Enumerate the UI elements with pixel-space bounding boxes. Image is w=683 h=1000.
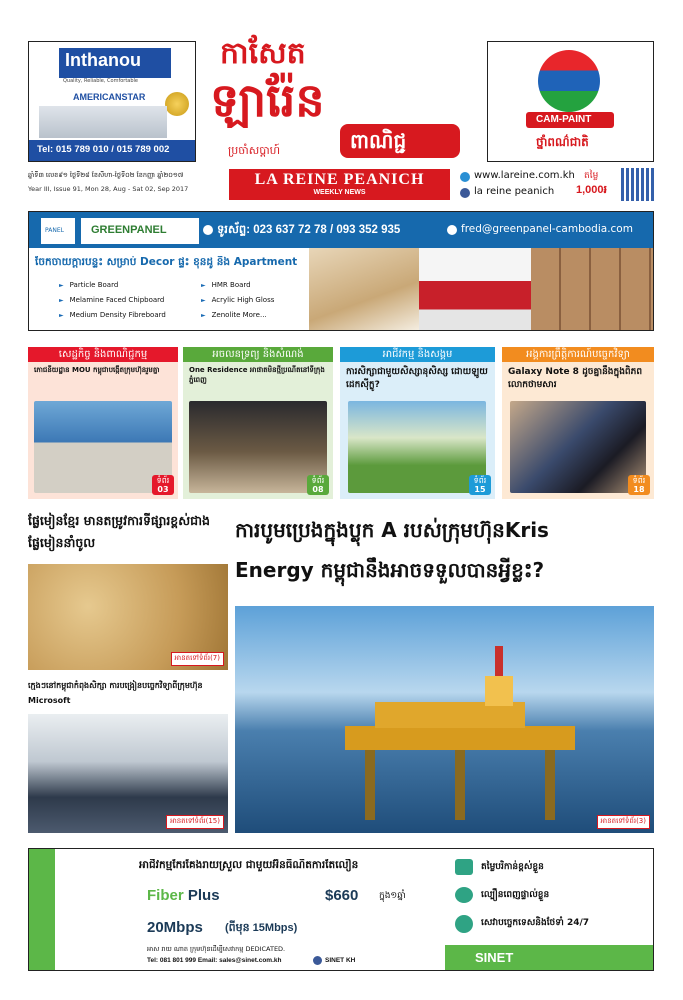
smartphone-image [510, 401, 646, 493]
page-ref-number: 18 [633, 485, 645, 494]
page-ref-number: 15 [474, 485, 486, 494]
greenpanel-item: ► HMR Board [201, 278, 274, 293]
english-title: LA REINE PEANICH [254, 171, 425, 188]
greenpanel-item: ► Acrylic High Gloss [201, 293, 274, 308]
story-left-1-more[interactable]: អានតទៅទំព័រ(7) [171, 652, 224, 666]
greenpanel-list-right [201, 278, 274, 323]
story-left-1-headline: ផ្លែមៀនខ្មែរ មានតម្រូវការទីផ្សារខ្ពស់ជាងផ្លែមៀននាំចូល [28, 513, 210, 550]
masthead [210, 34, 475, 166]
section-tag: អចលនទ្រព្យ និងសំណង់ [183, 347, 333, 362]
router-icon [455, 859, 473, 875]
english-title-bar [229, 169, 450, 200]
greenpanel-phone: ទូរស័ព្ទ: 023 637 72 78 / 093 352 935 [217, 224, 401, 236]
story-left-2-headline: ក្មេងៗនៅកម្ពុជាកំពុងសិក្សា ការបង្រៀនបច្ចេកវិទ្យាពីក្រុមហ៊ុន Microsoft [28, 681, 203, 705]
section-text: Galaxy Note 8 ដូចគ្នានឹងក្នុងពិភពលោកថាមសារ [508, 367, 643, 390]
section-text: One Residence អាផាតមិនថ្មីប្រណីតនៅទីក្រុងភ្នំពេញ [189, 366, 325, 384]
masthead-line2: ឡារ៉ែន [210, 73, 325, 127]
campaint-brand: CAM-PAINT [536, 114, 592, 125]
wardrobe-image [531, 248, 653, 330]
sinet-fb: SINET KH [325, 957, 356, 964]
page-ref [307, 475, 329, 495]
oil-platform-drawing [235, 606, 654, 833]
campaint-logo-icon [538, 50, 600, 112]
main-story[interactable] [235, 510, 654, 833]
weekly-news: WEEKLY NEWS [313, 189, 366, 196]
greenpanel-email: fred@greenpanel-cambodia.com [461, 223, 633, 235]
story-left-2-more[interactable]: អានតទៅទំព័រ(15) [166, 815, 224, 829]
sinet-ad[interactable] [28, 848, 654, 971]
page-ref [469, 475, 491, 495]
page-ref [152, 475, 174, 495]
greenpanel-logo-small: PANEL [45, 227, 64, 234]
story-left-1[interactable] [28, 510, 228, 670]
sinet-feature: សេវាបច្ចេកទេសនិងថែទាំ 24/7 [481, 918, 590, 928]
factory-image [39, 106, 167, 138]
section-tag: អង្គការព្រឹត្តិការណ៍បច្ចេកវិទ្យា [502, 347, 654, 362]
inthanou-phone: Tel: 015 789 010 / 015 789 002 [37, 144, 170, 155]
qr-code-icon[interactable] [621, 168, 654, 201]
inthanou-ad[interactable] [28, 41, 196, 162]
page-ref-label: ទំព័រ [473, 476, 487, 485]
masthead-badge [340, 124, 460, 158]
campaint-khmer: ថ្នាំពណ៌ជាតិ [536, 135, 589, 149]
section-text: ការសិក្សាជាមួយសិស្សានុសិស្ស ដោយឡូយដេកស៊ីក្លូ? [346, 367, 488, 390]
section-teaser[interactable] [28, 347, 178, 499]
issue-english: Year III, Issue 91, Mon 28, Aug - Sat 02, Sep 2017 [28, 185, 189, 193]
website-link[interactable]: www.lareine.com.kh [474, 170, 575, 181]
sinet-logo [445, 945, 653, 970]
masthead-line1: កាសែត [220, 36, 306, 71]
sinet-feature: ល្បឿនពេញផ្ទាល់ខ្លួន [481, 890, 550, 900]
students-image [348, 401, 486, 493]
campaint-ad[interactable] [487, 41, 654, 162]
globe-icon [460, 172, 470, 182]
inthanou-tagline: Quality, Reliable, Comfortable [63, 78, 138, 84]
section-tag: សេដ្ឋកិច្ច និងពាណិជ្ជកម្ម [28, 347, 178, 362]
section-teaser[interactable] [502, 347, 654, 499]
greenpanel-item: ► Medium Density Fibreboard [59, 308, 166, 323]
main-story-more[interactable]: អានតទៅទំព័រ(3) [597, 815, 650, 829]
page-ref-number: 03 [157, 485, 169, 494]
sinet-product-name: Fiber [147, 887, 184, 904]
page-ref-label: ទំព័រ [632, 476, 646, 485]
badge-icon [165, 92, 189, 116]
sinet-contact: Tel: 081 801 999 Email: sales@sinet.com.kh [147, 957, 282, 964]
sinet-headline: អាជីវកម្មកែរគែងរាយស្រួល ជាមួយអ៊ីនធឺណិតការតែលឿន [139, 859, 359, 871]
sinet-feature: តម្លៃបរិកាន់ខ្ពស់ខ្លួន [481, 862, 544, 872]
price-label: តម្លៃ [584, 171, 599, 181]
page-ref-label: ទំព័រ [311, 476, 325, 485]
sinet-price-unit: ក្នុង១ឆ្នាំ [379, 891, 406, 901]
sinet-speed: 20Mbps [147, 919, 203, 936]
greenpanel-item: ► Zenolite More... [201, 308, 274, 323]
price-value: 1,000៛ [576, 184, 608, 196]
greenpanel-item: ► Particle Board [59, 278, 166, 293]
speed-icon [455, 887, 473, 903]
section-tag: អាជីវកម្ម និងសង្គម [340, 347, 495, 362]
sinet-product [147, 887, 220, 904]
sinet-logo-text: SINET [475, 950, 514, 965]
issue-khmer: ឆ្នាំទី៣ លេខ៩១ ថ្ងៃទី២៨ ខែសីហា-ថ្ងៃទី០២ ខែកញ្ញា ឆ្នាំ២០១៧ [28, 171, 184, 179]
masthead-badge-text: ពាណិជ្ជ [350, 129, 407, 153]
sinet-price: $660 [325, 887, 359, 904]
page-ref [628, 475, 650, 495]
greenpanel-headline: ចែកចាយក្តារបន្ទះ សម្រាប់ Decor ផ្ទះ ខុនដូ និង Apartment [35, 256, 298, 268]
oil-platform-image [235, 606, 654, 833]
story-left-2[interactable] [28, 678, 228, 833]
greenpanel-brand: GREENPANEL [91, 224, 167, 236]
greenpanel-ad[interactable] [28, 211, 654, 331]
facebook-link[interactable]: la reine peanich [474, 186, 555, 197]
masthead-sub: ប្រចាំសប្តាហ៍ [228, 144, 281, 157]
sinet-speed-note: (ពីមុន 15Mbps) [225, 922, 298, 934]
sinet-product-plus: Plus [187, 887, 220, 904]
sinet-legal: អាស រាយ ណាត ក្រុមហ៊ុនដើម្បីសេវាកម្ម DEDICATED. [147, 945, 286, 953]
inthanou-brand: Inthanou [65, 50, 141, 70]
section-teaser[interactable] [340, 347, 495, 499]
greenpanel-logo-box [41, 218, 75, 244]
main-headline-line2: Energy កម្ពុជានឹងអាចទទួលបានអ្វីខ្លះ? [235, 558, 545, 582]
main-headline-line1: ការបូមប្រេងក្នុងប្លុក A របស់ក្រុមហ៊ុនKris [235, 518, 549, 542]
facebook-icon [460, 188, 470, 198]
section-text: ភោជនីយដ្ឋាន MOU កម្ពុជាបង្កើតក្រុមហ៊ុនរួមគ្នា [34, 366, 160, 374]
sinet-fb-icon [313, 956, 322, 965]
page-ref-number: 08 [312, 485, 324, 494]
page-ref-label: ទំព័រ [156, 476, 170, 485]
email-icon [447, 225, 457, 235]
inthanou-logo [59, 48, 171, 78]
section-teaser[interactable] [183, 347, 333, 499]
wood-boards-image [309, 248, 419, 330]
greenpanel-item: ► Melamine Faced Chipboard [59, 293, 166, 308]
support-icon [455, 915, 473, 933]
kitchen-image [419, 248, 531, 330]
americanstar-label: AMERICANSTAR [73, 92, 146, 102]
greenpanel-list-left [59, 278, 166, 323]
phone-icon [203, 225, 213, 235]
